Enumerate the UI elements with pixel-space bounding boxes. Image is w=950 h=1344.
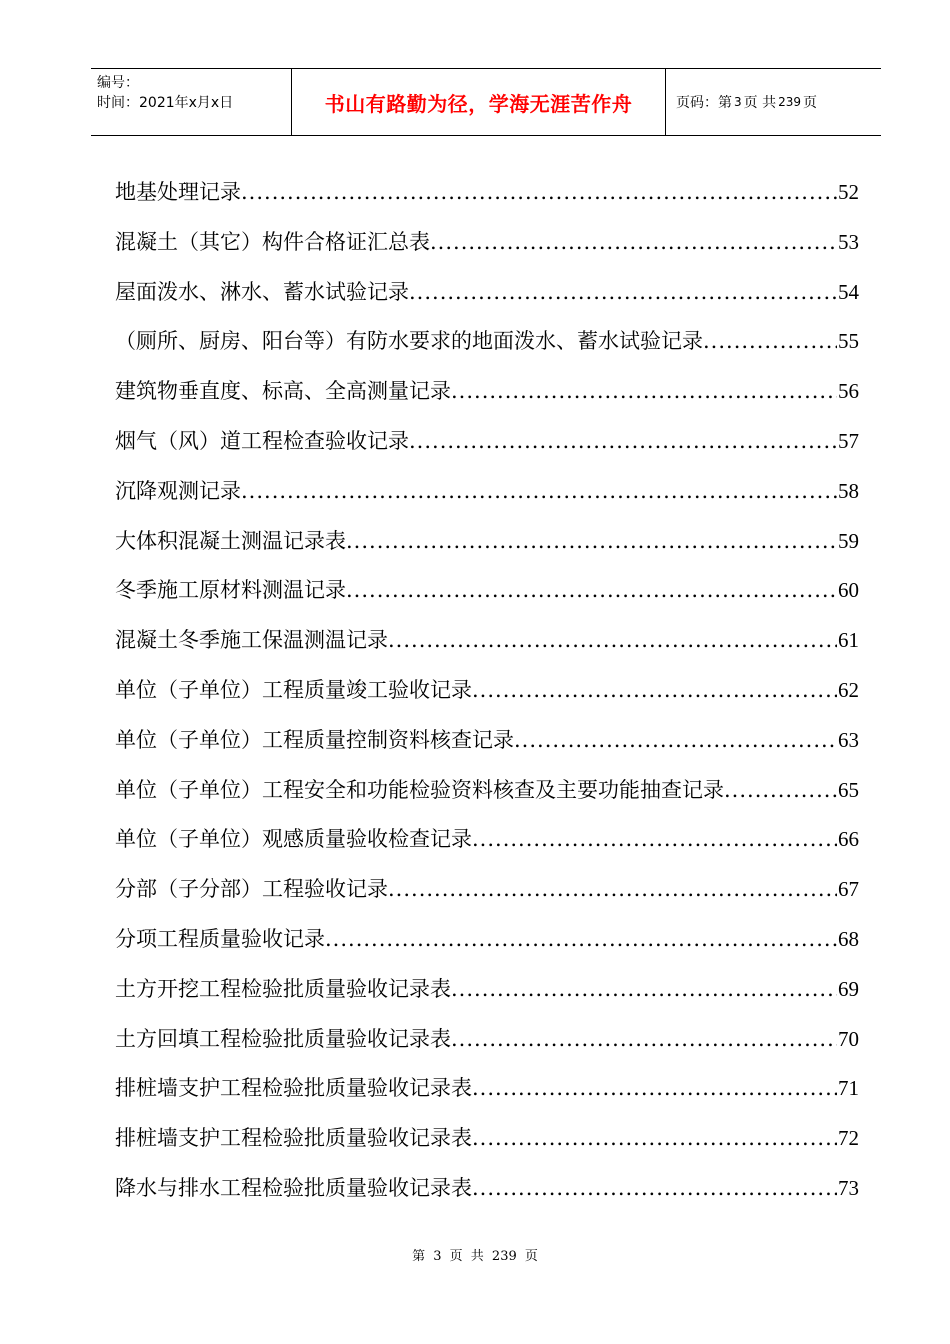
toc-entry-page: 54	[838, 279, 859, 304]
toc-entry[interactable]	[115, 1015, 859, 1065]
toc-entry[interactable]	[115, 317, 859, 367]
toc-entry-title: 降水与排水工程检验批质量验收记录表	[115, 1175, 472, 1200]
toc-entry-page: 57	[838, 428, 859, 453]
toc-entry[interactable]	[115, 566, 859, 616]
toc-entry-title: 屋面泼水、淋水、蓄水试验记录	[115, 279, 409, 304]
toc-dot-leader	[430, 218, 837, 268]
toc-entry[interactable]	[115, 417, 859, 467]
toc-entry-title: 冬季施工原材料测温记录	[115, 578, 346, 603]
toc-entry[interactable]	[115, 865, 859, 915]
toc-entry-title: 沉降观测记录	[115, 478, 241, 503]
header-page-cell	[666, 69, 881, 135]
toc-entry-page: 63	[838, 727, 859, 752]
toc-dot-leader	[451, 1015, 837, 1065]
toc-entry-page: 73	[838, 1175, 859, 1200]
toc-entry[interactable]	[115, 815, 859, 865]
toc-entry-title: 分部（子分部）工程验收记录	[115, 877, 388, 902]
toc-entry[interactable]	[115, 965, 859, 1015]
page-suffix: 页	[803, 95, 817, 111]
toc-entry-page: 69	[838, 976, 859, 1001]
toc-entry-page: 55	[838, 329, 859, 354]
toc-entry-page: 53	[838, 229, 859, 254]
toc-dot-leader	[472, 666, 837, 716]
toc-dot-leader	[409, 268, 837, 318]
page-current: 3	[734, 95, 742, 109]
toc-entry-page: 59	[838, 528, 859, 553]
toc-entry[interactable]	[115, 268, 859, 318]
toc-entry[interactable]	[115, 1114, 859, 1164]
toc-entry-title: 土方回填工程检验批质量验收记录表	[115, 1026, 451, 1051]
toc-dot-leader	[472, 1064, 837, 1114]
toc-dot-leader	[346, 517, 837, 567]
toc-dot-leader	[724, 766, 837, 816]
toc-entry-title: 混凝土冬季施工保温测温记录	[115, 628, 388, 653]
toc-entry[interactable]	[115, 766, 859, 816]
toc-dot-leader	[409, 417, 837, 467]
toc-entry[interactable]	[115, 467, 859, 517]
page-mid: 页 共	[743, 95, 777, 111]
toc-dot-leader	[241, 168, 837, 218]
toc-entry-title: 排桩墙支护工程检验批质量验收记录表	[115, 1076, 472, 1101]
toc-entry-title: 单位（子单位）工程安全和功能检验资料核查及主要功能抽查记录	[115, 777, 724, 802]
toc-dot-leader	[325, 915, 837, 965]
toc-entry-title: 混凝土（其它）构件合格证汇总表	[115, 229, 430, 254]
toc-entry-page: 56	[838, 379, 859, 404]
time-label: 时间：2021年x月x日	[97, 95, 234, 111]
toc-entry[interactable]	[115, 218, 859, 268]
toc-entry[interactable]	[115, 716, 859, 766]
toc-dot-leader	[472, 815, 837, 865]
toc-entry[interactable]	[115, 1164, 859, 1214]
toc-entry-title: 大体积混凝土测温记录表	[115, 528, 346, 553]
toc-dot-leader	[241, 467, 837, 517]
toc-entry-title: 地基处理记录	[115, 180, 241, 204]
toc-dot-leader	[388, 616, 837, 666]
toc-entry-title: 单位（子单位）观感质量验收检查记录	[115, 827, 472, 852]
toc-entry-title: 排桩墙支护工程检验批质量验收记录表	[115, 1126, 472, 1151]
slogan: 书山有路勤为径，学海无涯苦作舟	[324, 91, 633, 116]
toc-entry-page: 66	[838, 827, 859, 852]
page-footer: 第 3 页 共 239 页	[412, 1249, 538, 1264]
toc-entry-page: 62	[838, 677, 859, 702]
toc-dot-leader	[388, 865, 837, 915]
toc-entry-page: 61	[838, 628, 859, 653]
toc-entry-title: 建筑物垂直度、标高、全高测量记录	[115, 379, 451, 404]
toc-entry[interactable]	[115, 168, 859, 218]
toc-entry-page: 70	[838, 1026, 859, 1051]
toc-entry-title: 烟气（风）道工程检查验收记录	[115, 428, 409, 453]
toc-entry[interactable]	[115, 517, 859, 567]
toc-dot-leader	[451, 965, 837, 1015]
page-header	[91, 68, 881, 136]
toc-dot-leader	[472, 1114, 837, 1164]
toc-entry-page: 68	[838, 926, 859, 951]
code-label: 编号：	[97, 75, 139, 91]
toc-entry[interactable]	[115, 367, 859, 417]
toc-entry-title: 分项工程质量验收记录	[115, 926, 325, 951]
toc-entry[interactable]	[115, 1064, 859, 1114]
toc-entry-page: 58	[838, 478, 859, 503]
table-of-contents	[115, 168, 859, 1214]
toc-dot-leader	[703, 317, 837, 367]
toc-entry[interactable]	[115, 666, 859, 716]
toc-entry-page: 67	[838, 877, 859, 902]
page-total: 239	[778, 95, 801, 109]
toc-entry-title: 单位（子单位）工程质量控制资料核查记录	[115, 727, 514, 752]
toc-dot-leader	[451, 367, 837, 417]
toc-entry-title: 土方开挖工程检验批质量验收记录表	[115, 976, 451, 1001]
toc-dot-leader	[346, 566, 837, 616]
header-meta-cell	[91, 69, 292, 135]
toc-entry-page: 60	[838, 578, 859, 603]
page-prefix: 页码：第	[676, 95, 732, 111]
toc-entry-title: 单位（子单位）工程质量竣工验收记录	[115, 677, 472, 702]
toc-dot-leader	[514, 716, 837, 766]
toc-entry-page: 72	[838, 1126, 859, 1151]
toc-entry[interactable]	[115, 616, 859, 666]
toc-dot-leader	[472, 1164, 837, 1214]
toc-entry-page: 71	[838, 1076, 859, 1101]
header-slogan-cell	[292, 69, 666, 135]
toc-entry[interactable]	[115, 915, 859, 965]
toc-entry-page: 52	[838, 180, 859, 204]
toc-entry-title: （厕所、厨房、阳台等）有防水要求的地面泼水、蓄水试验记录	[115, 329, 703, 354]
toc-entry-page: 65	[838, 777, 859, 802]
